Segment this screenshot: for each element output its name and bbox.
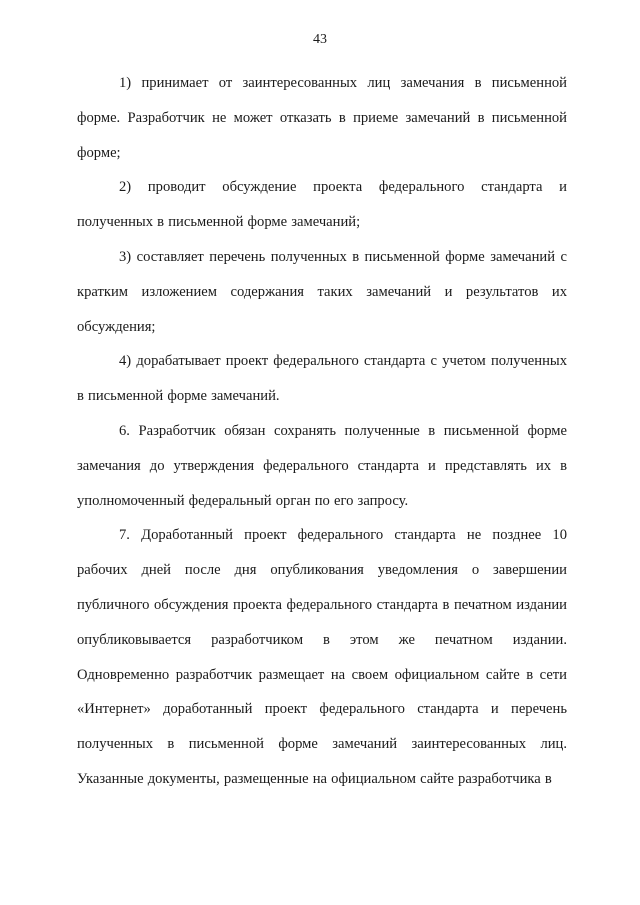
document-body <box>77 66 567 797</box>
paragraph-item-1: 1) принимает от заинтересованных лиц замечания в письменной форме. Разработчик не может отказать в приеме замечаний в письменной форме; <box>77 75 567 161</box>
paragraph-clause-7: 7. Доработанный проект федерального стандарта не позднее 10 рабочих дней после дня опубликования уведомления о завершении публичного обсуждения проекта федерального стандарта в печатном издании опубликовывается разработчиком в этом же печатном издании. Одновременно разработчик размещает на своем официальном сайте в сети «Интернет» доработанный проект федерального стандарта и перечень полученных в письменной форме замечаний заинтересованных лиц. Указанные документы, размещенные на официальном сайте разработчика в <box>77 527 567 787</box>
paragraph-item-3: 3) составляет перечень полученных в письменной форме замечаний с кратким изложением содержания таких замечаний и результатов их обсуждения; <box>77 248 567 335</box>
paragraph-item-2: 2) проводит обсуждение проекта федерального стандарта и полученных в письменной форме замечаний; <box>77 179 567 231</box>
page-number: 43 <box>313 32 327 47</box>
paragraph-item-4: 4) дорабатывает проект федерального стандарта с учетом полученных в письменной форме замечаний. <box>77 353 567 405</box>
paragraph-clause-6: 6. Разработчик обязан сохранять полученные в письменной форме замечания до утверждения федерального стандарта и представлять их в уполномоченный федеральный орган по его запросу. <box>77 422 567 509</box>
